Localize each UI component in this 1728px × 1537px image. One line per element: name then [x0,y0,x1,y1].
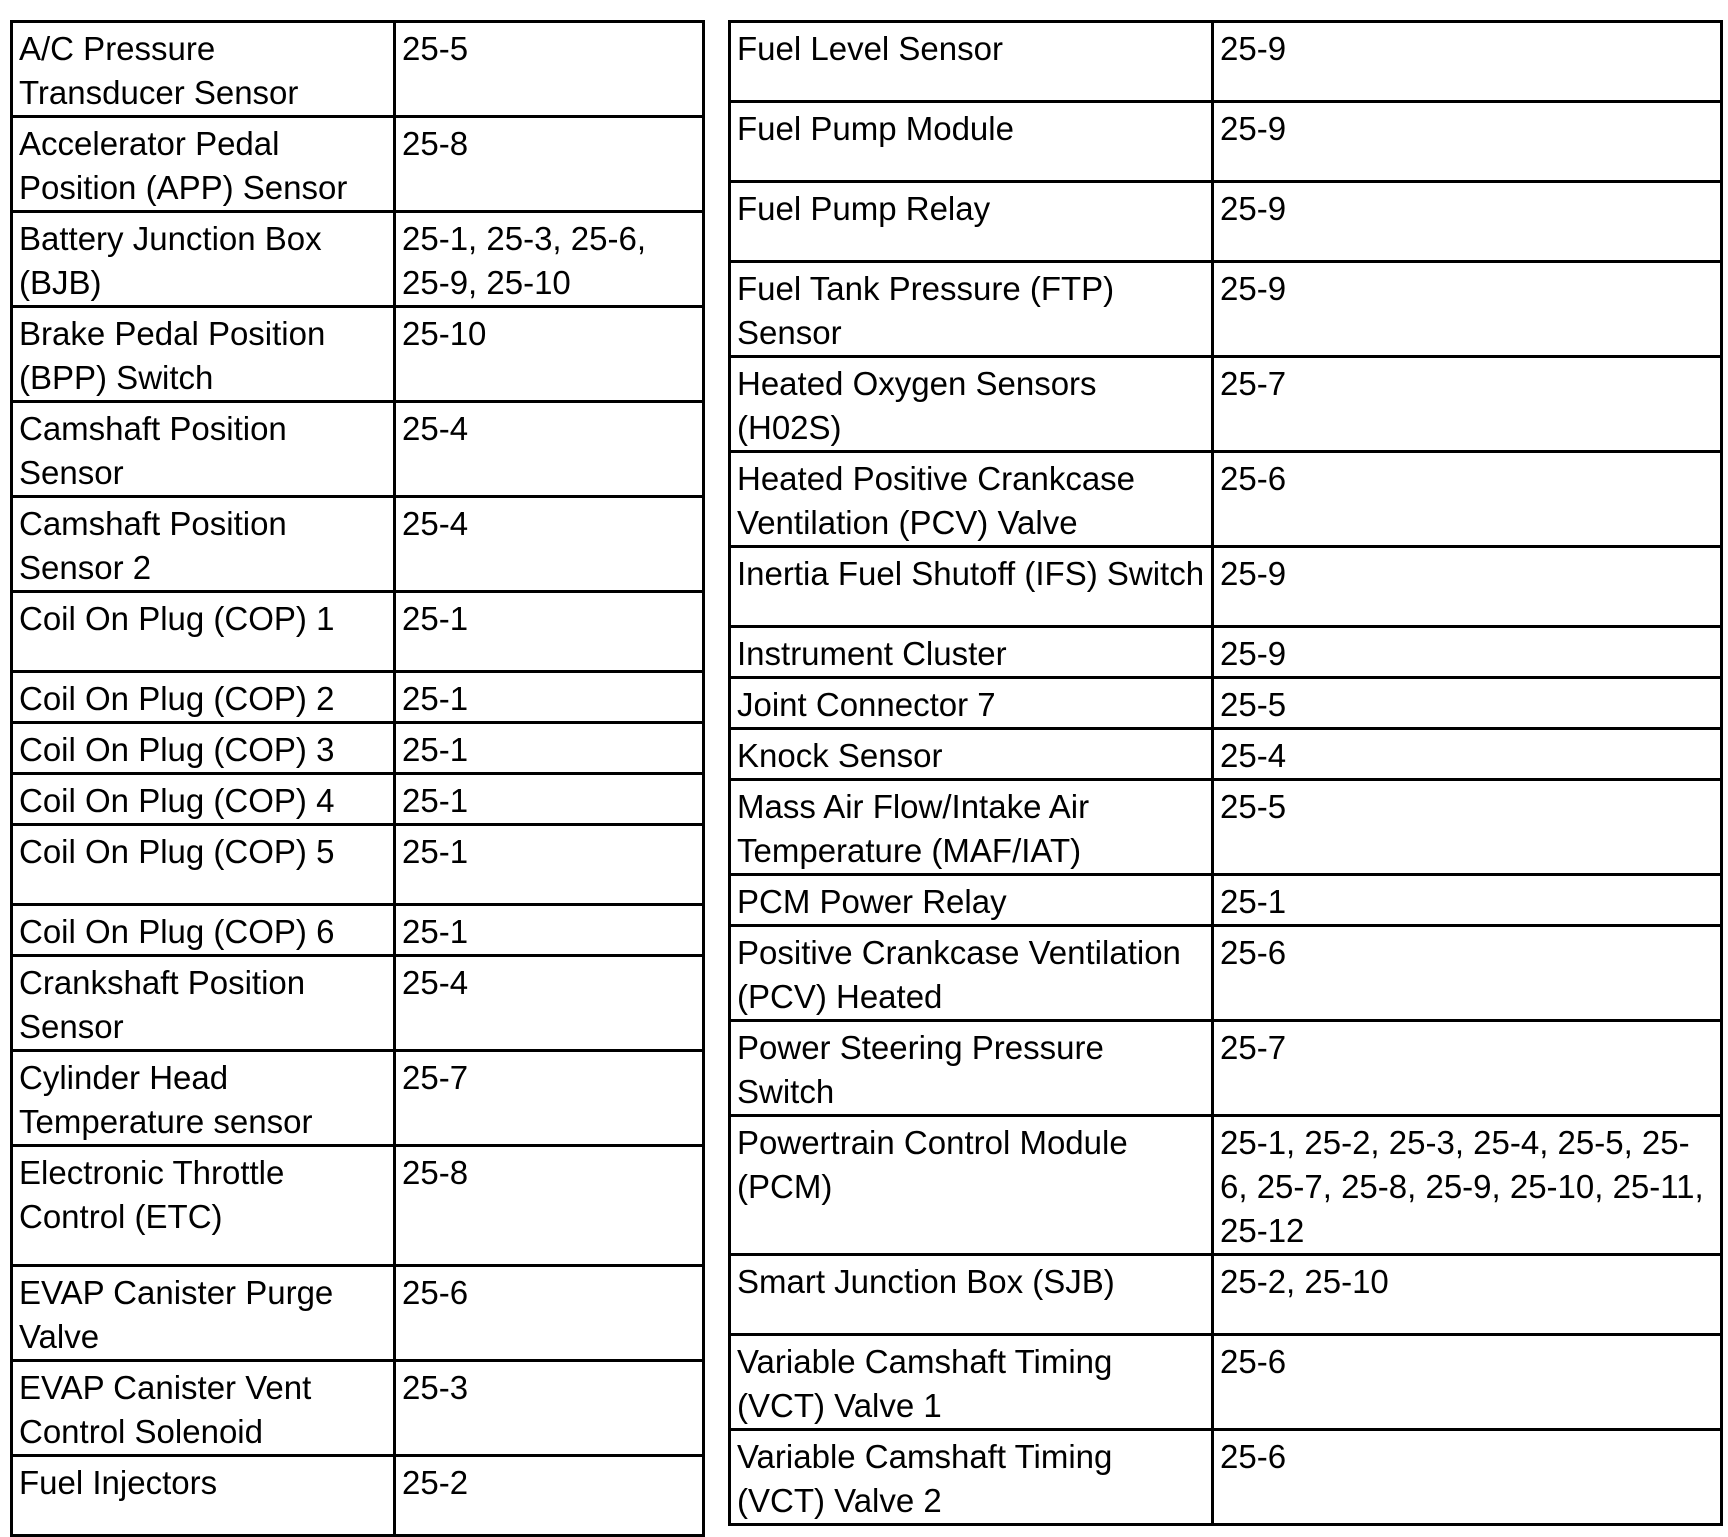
table-row [12,497,704,592]
page-reference-cell: 25-4 [1213,729,1722,780]
component-name-cell: Smart Junction Box (SJB) [730,1255,1213,1335]
page-reference-cell: 25-9 [1213,262,1722,357]
page-reference-cell: 25-1 [395,905,704,956]
table-row [730,678,1722,729]
page-reference-cell: 25-1 [395,825,704,905]
page-reference-cell: 25-4 [395,402,704,497]
table-row [12,307,704,402]
page-reference-cell: 25-1, 25-3, 25-6, 25-9, 25-10 [395,212,704,307]
component-name-cell: Variable Camshaft Timing (VCT) Valve 2 [730,1430,1213,1525]
page-reference-cell: 25-5 [1213,780,1722,875]
component-name-cell: Coil On Plug (COP) 6 [12,905,395,956]
left-index-table [10,20,705,1537]
component-name-cell: Mass Air Flow/Intake Air Temperature (MAF/IAT) [730,780,1213,875]
table-row [12,402,704,497]
table-row [12,22,704,117]
page-reference-cell: 25-1 [395,592,704,672]
component-name-cell: Fuel Level Sensor [730,22,1213,102]
table-row [12,117,704,212]
component-name-cell: Electronic Throttle Control (ETC) [12,1146,395,1266]
table-row [12,905,704,956]
component-name-cell: PCM Power Relay [730,875,1213,926]
page-reference-cell: 25-7 [395,1051,704,1146]
table-row [730,22,1722,102]
component-name-cell: Knock Sensor [730,729,1213,780]
component-name-cell: Coil On Plug (COP) 4 [12,774,395,825]
page-reference-cell: 25-1 [395,723,704,774]
table-row [12,1051,704,1146]
component-name-cell: Cylinder Head Temperature sensor [12,1051,395,1146]
page-reference-cell: 25-5 [1213,678,1722,729]
table-row [730,729,1722,780]
table-row [12,723,704,774]
column-gap [702,20,728,1494]
component-name-cell: EVAP Canister Purge Valve [12,1266,395,1361]
table-row [730,452,1722,547]
component-name-cell: Instrument Cluster [730,627,1213,678]
page-reference-cell: 25-3 [395,1361,704,1456]
component-name-cell: Coil On Plug (COP) 5 [12,825,395,905]
page-reference-cell: 25-4 [395,956,704,1051]
component-name-cell: Power Steering Pressure Switch [730,1021,1213,1116]
component-name-cell: A/C Pressure Transducer Sensor [12,22,395,117]
page-reference-cell: 25-9 [1213,627,1722,678]
page-reference-cell: 25-10 [395,307,704,402]
page-reference-cell: 25-6 [395,1266,704,1361]
page-reference-cell: 25-6 [1213,1335,1722,1430]
page-reference-cell: 25-2 [395,1456,704,1536]
page-reference-cell: 25-9 [1213,182,1722,262]
component-name-cell: Camshaft Position Sensor 2 [12,497,395,592]
component-name-cell: Heated Oxygen Sensors (H02S) [730,357,1213,452]
table-row [730,1116,1722,1255]
table-row [730,926,1722,1021]
table-row [730,102,1722,182]
component-name-cell: Fuel Injectors [12,1456,395,1536]
table-row [730,547,1722,627]
component-name-cell: Positive Crankcase Ventilation (PCV) Heated [730,926,1213,1021]
component-name-cell: EVAP Canister Vent Control Solenoid [12,1361,395,1456]
table-row [730,262,1722,357]
table-row [12,672,704,723]
component-name-cell: Brake Pedal Position (BPP) Switch [12,307,395,402]
component-location-index [10,20,1720,1519]
page-reference-cell: 25-9 [1213,547,1722,627]
table-row [730,1255,1722,1335]
component-name-cell: Crankshaft Position Sensor [12,956,395,1051]
component-name-cell: Coil On Plug (COP) 1 [12,592,395,672]
component-name-cell: Variable Camshaft Timing (VCT) Valve 1 [730,1335,1213,1430]
page-reference-cell: 25-1 [395,672,704,723]
component-name-cell: Camshaft Position Sensor [12,402,395,497]
page-reference-cell: 25-1, 25-2, 25-3, 25-4, 25-5, 25-6, 25-7, 25-8, 25-9, 25-10, 25-11, 25-12 [1213,1116,1722,1255]
table-row [12,1266,704,1361]
component-name-cell: Fuel Tank Pressure (FTP) Sensor [730,262,1213,357]
table-row [730,1430,1722,1525]
right-index-table [728,20,1723,1526]
table-row [730,1021,1722,1116]
table-row [12,956,704,1051]
table-row [12,1456,704,1536]
table-row [12,212,704,307]
table-row [730,1335,1722,1430]
page-reference-cell: 25-8 [395,1146,704,1266]
component-name-cell: Inertia Fuel Shutoff (IFS) Switch [730,547,1213,627]
page-reference-cell: 25-7 [1213,1021,1722,1116]
component-name-cell: Battery Junction Box (BJB) [12,212,395,307]
component-name-cell: Heated Positive Crankcase Ventilation (PCV) Valve [730,452,1213,547]
component-name-cell: Fuel Pump Module [730,102,1213,182]
page-reference-cell: 25-6 [1213,452,1722,547]
component-name-cell: Coil On Plug (COP) 3 [12,723,395,774]
page-reference-cell: 25-1 [1213,875,1722,926]
table-row [730,182,1722,262]
table-row [730,875,1722,926]
table-row [12,592,704,672]
component-name-cell: Joint Connector 7 [730,678,1213,729]
page-reference-cell: 25-6 [1213,926,1722,1021]
page-reference-cell: 25-5 [395,22,704,117]
component-name-cell: Coil On Plug (COP) 2 [12,672,395,723]
page-reference-cell: 25-7 [1213,357,1722,452]
component-name-cell: Accelerator Pedal Position (APP) Sensor [12,117,395,212]
page-reference-cell: 25-9 [1213,22,1722,102]
table-row [12,774,704,825]
page-reference-cell: 25-1 [395,774,704,825]
table-row [12,1146,704,1266]
page-reference-cell: 25-8 [395,117,704,212]
page-reference-cell: 25-6 [1213,1430,1722,1525]
table-row [730,627,1722,678]
table-row [730,357,1722,452]
page-reference-cell: 25-2, 25-10 [1213,1255,1722,1335]
page-reference-cell: 25-9 [1213,102,1722,182]
component-name-cell: Powertrain Control Module (PCM) [730,1116,1213,1255]
page-reference-cell: 25-4 [395,497,704,592]
component-name-cell: Fuel Pump Relay [730,182,1213,262]
table-row [12,1361,704,1456]
table-row [12,825,704,905]
table-row [730,780,1722,875]
